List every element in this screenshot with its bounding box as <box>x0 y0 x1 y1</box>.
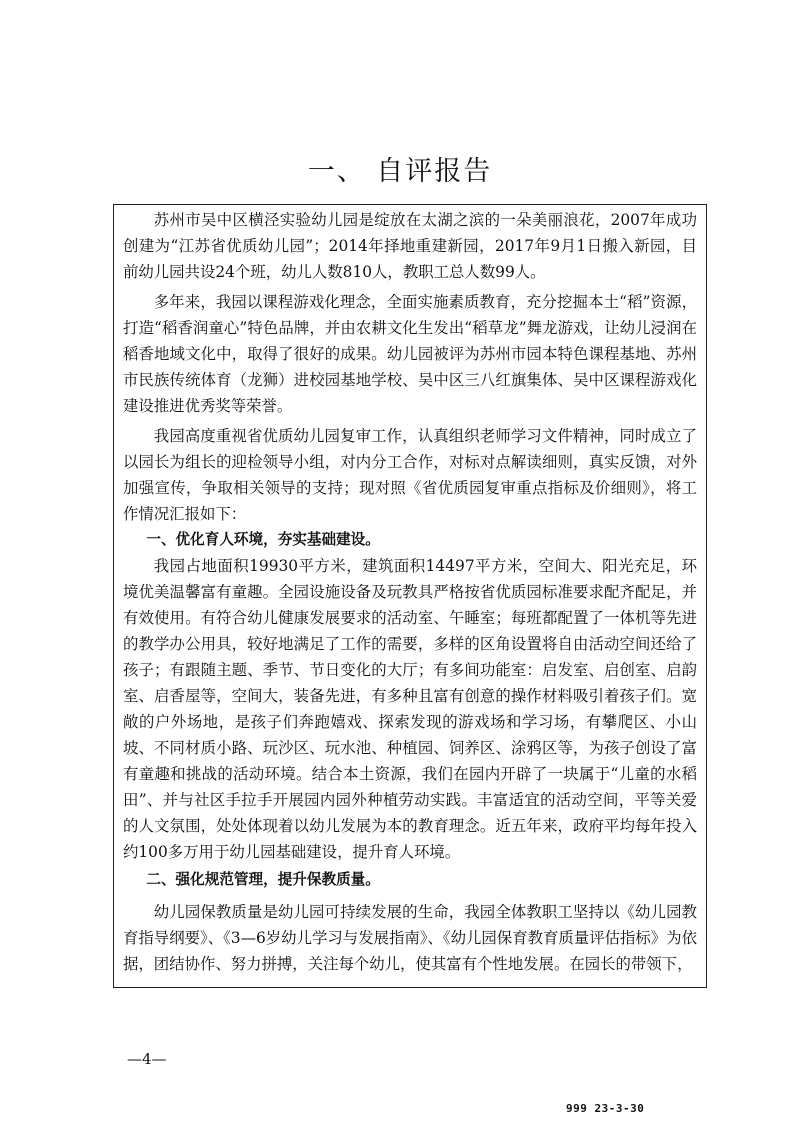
section-1-paragraph: 我园占地面积19930平方米，建筑面积14497平方米，空间大、阳光充足，环境优美温馨富有童趣。全园设施设备及玩教具严格按省优质园标准要求配齐配足，并有效使用。有符合幼儿健康发展要求的活动室、午睡室；每班都配置了一体机等先进的教学办公用具，较好地满足了工作的需要，多样的区角设置将自由活动空间还给了孩子；有跟随主题、季节、节日变化的大厅；有多间功能室：启发室、启创室、启韵室、启香屋等，空间大，装备先进，有多种且富有创意的操作材料吸引着孩子们。宽敞的户外场地，是孩子们奔跑嬉戏、探索发现的游戏场和学习场，有攀爬区、小山坡、不同材质小路、玩沙区、玩水池、种植园、饲养区、涂鸦区等，为孩子创设了富有童趣和挑战的活动环境。结合本土资源，我们在园内开辟了一块属于“儿童的水稻田”、并与社区手拉手开展园内园外种植劳动实践。丰富适宜的活动空间，平等关爱的人文氛围，处处体现着以幼儿发展为本的教育理念。近五年来，政府平均每年投入约100多万用于幼儿园基础建设，提升育人环境。 <box>123 557 697 861</box>
report-content-box <box>113 204 707 988</box>
section-1-heading: 一、优化育人环境，夯实基础建设。 <box>146 531 380 548</box>
page-title: 一、 自评报告 <box>307 156 493 187</box>
intro-paragraph-2: 多年来，我园以课程游戏化理念，全面实施素质教育，充分挖掘本土“稻”资源，打造“稻香润童心”特色品牌，并由农耕文化生发出“稻草龙”舞龙游戏，让幼儿浸润在稻香地域文化中，取得了很好的成果。幼儿园被评为苏州市园本特色课程基地、苏州市民族传统体育（龙狮）进校园基地学校、吴中区三八红旗集体、吴中区课程游戏化建设推进优秀奖等荣誉。 <box>123 293 697 415</box>
print-stamp-code: 999 23-3-30 <box>566 1102 645 1115</box>
section-2-paragraph: 幼儿园保教质量是幼儿园可持续发展的生命，我园全体教职工坚持以《幼儿园教育指导纲要》、《3—6岁幼儿学习与发展指南》、《幼儿园保育教育质量评估指标》为依据，团结协作、努力拼搏，关注每个幼儿，使其富有个性地发展。在园长的带领下， <box>123 903 697 973</box>
intro-paragraph-1: 苏州市吴中区横泾实验幼儿园是绽放在太湖之滨的一朵美丽浪花，2007年成功创建为“江苏省优质幼儿园”；2014年择地重建新园，2017年9月1日搬入新园，目前幼儿园共设24个班，幼儿人数810人，教职工总人数99人。 <box>123 211 697 281</box>
page-number: —4— <box>127 1050 167 1068</box>
section-2-heading: 二、强化规范管理，提升保教质量。 <box>146 871 380 888</box>
intro-paragraph-3: 我园高度重视省优质幼儿园复审工作，认真组织老师学习文件精神，同时成立了以园长为组长的迎检领导小组，对内分工合作，对标对点解读细则，真实反馈，对外加强宣传，争取相关领导的支持；现对照《省优质园复审重点指标及价细则》，将工作情况汇报如下： <box>123 427 697 523</box>
